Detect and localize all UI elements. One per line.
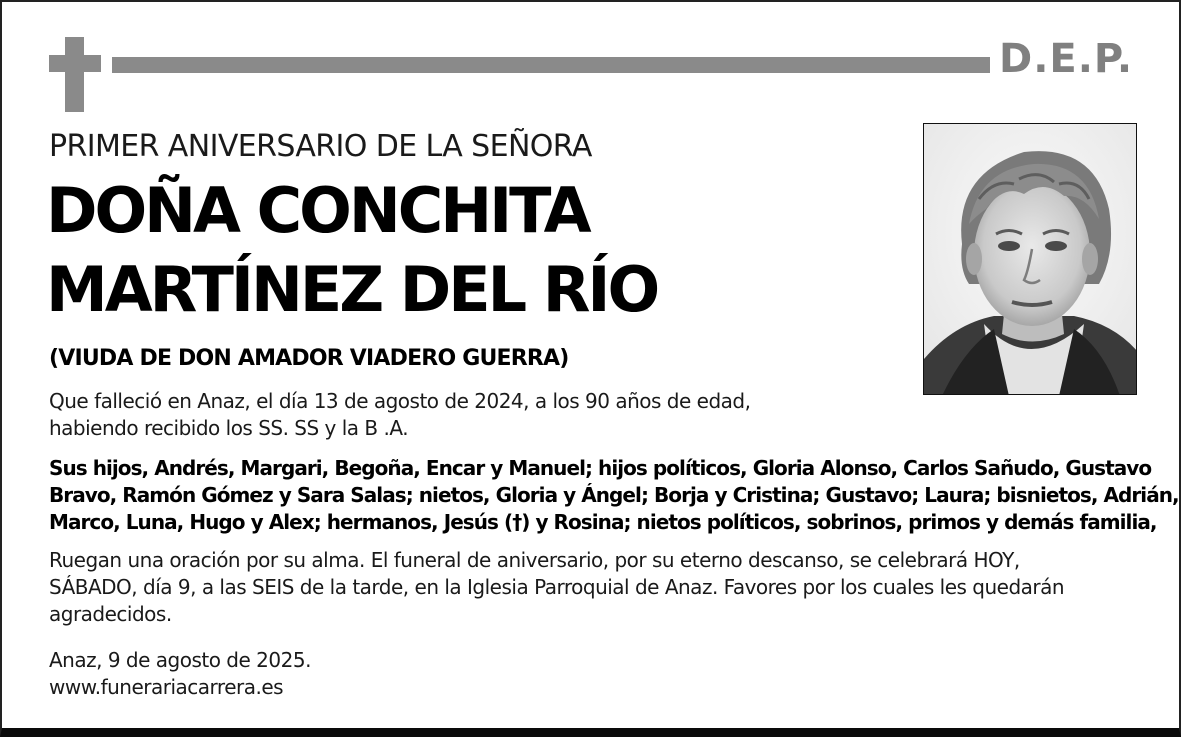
deceased-name-line2: MARTÍNEZ DEL RÍO	[46, 253, 658, 326]
death-details-line: habiendo recibido los SS. SS y la B .A.	[49, 416, 409, 440]
cross-icon	[49, 37, 101, 112]
funeral-request-line: Ruegan una oración por su alma. El funeral de aniversario, por su eterno descanso, se celebrará HOY,	[49, 548, 1020, 572]
portrait-photo	[923, 123, 1137, 395]
portrait-icon	[924, 124, 1137, 395]
family-list-line: Sus hijos, Andrés, Margari, Begoña, Encar y Manuel; hijos políticos, Gloria Alonso, Carlos Sañudo, Gustavo	[49, 456, 1152, 480]
family-list	[49, 455, 1179, 536]
anniversary-subtitle: PRIMER ANIVERSARIO DE LA SEÑORA	[49, 129, 592, 164]
death-details-line: Que falleció en Anaz, el día 13 de agosto de 2024, a los 90 años de edad,	[49, 389, 751, 413]
closing-block	[49, 647, 311, 701]
family-list-line: Marco, Luna, Hugo y Alex; hermanos, Jesús (†) y Rosina; nietos políticos, sobrinos, primos y demás familia,	[49, 510, 1157, 534]
death-details	[49, 388, 750, 442]
funeral-request-line: SÁBADO, día 9, a las SEIS de la tarde, en la Iglesia Parroquial de Anaz. Favores por los cuales les quedarán	[49, 575, 1065, 599]
funeral-request	[49, 547, 1064, 628]
funeral-request-line: agradecidos.	[49, 602, 172, 626]
deceased-name-line1: DOÑA CONCHITA	[46, 174, 589, 247]
place-date: Anaz, 9 de agosto de 2025.	[49, 648, 311, 672]
family-list-line: Bravo, Ramón Gómez y Sara Salas; nietos, Gloria y Ángel; Borja y Cristina; Gustavo; Laura; bisnietos, Adrián,	[49, 483, 1179, 507]
dep-label: D.E.P.	[999, 36, 1134, 82]
widow-of-line: (VIUDA DE DON AMADOR VIADERO GUERRA)	[49, 346, 569, 371]
header-rule	[112, 57, 990, 73]
website-link[interactable]: www.funerariacarrera.es	[49, 675, 284, 699]
